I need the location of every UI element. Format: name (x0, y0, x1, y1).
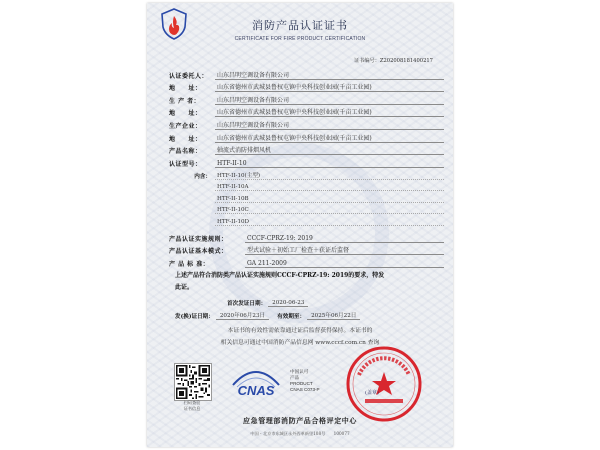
field-row-producer-address (169, 105, 444, 118)
cnas-logo-icon (227, 365, 285, 403)
field-label: 产 品 标 准： (169, 260, 210, 268)
certificate-number: 证书编号：Z202008181400217 (353, 58, 433, 64)
qr-code-icon[interactable] (174, 363, 212, 401)
field-value: 型式试验＋初始工厂检查＋获证后监督 (245, 245, 444, 255)
field-row-product-standard (169, 255, 444, 268)
seal-caption: (盖章) (365, 390, 379, 396)
valid-date: 2025年06月22日 (307, 311, 360, 320)
field-label: 生产企业： (169, 122, 202, 130)
field-row-certification-mode (169, 243, 444, 256)
statement-line-1: 上述产品符合消防类产品认证实施规则CCCF-CPRZ-19: 2019的要求，特发 (175, 272, 385, 279)
field-label: 产品认证基本模式： (169, 248, 228, 256)
field-label: 认证型号： (169, 160, 202, 168)
model-value: HTF-II-10(主型) (215, 171, 444, 180)
model-row (169, 168, 444, 180)
first-issue-date: 2020-06-23 (268, 300, 308, 307)
issuer-address: 中国・北京市东城区永外西革新里108号 100077 (250, 431, 350, 436)
field-value: 山东省德州市武城县鲁权屯镇中央科技创业园(千亩工业园) (215, 82, 444, 92)
models-label: 内含： (194, 173, 211, 180)
qr-code-label: 扫码查验 证书信息 (183, 400, 201, 411)
model-row (169, 203, 444, 215)
field-label: 认证委托人： (169, 72, 209, 80)
issue-date-row (175, 311, 360, 320)
model-row (169, 214, 444, 226)
issue-label: 发(换)证日期： (175, 314, 214, 320)
statement-line-2: 此证。 (175, 284, 194, 291)
valid-label: 有效期至： (277, 314, 306, 320)
notice-line-2: 相关信息可通过中国消防产品信息网 www.cccf.com.cn 查询 (220, 340, 380, 346)
field-value: CCCF-CPRZ-19: 2019 (245, 235, 444, 243)
field-value: 山东昌明空调设备有限公司 (215, 95, 444, 105)
field-value: 山东省德州市武城县鲁权屯镇中央科技创业园(千亩工业园) (215, 133, 444, 143)
certification-rules (169, 230, 444, 268)
field-label: 地 址： (169, 110, 202, 118)
certificate-title: 消防产品认证证书 (252, 19, 348, 32)
field-value: 山东昌明空调设备有限公司 (215, 120, 444, 130)
field-label: 生 产 者： (169, 97, 201, 105)
field-row-applicant-address (169, 80, 444, 93)
field-label: 地 址： (169, 135, 202, 143)
model-value: HTF-II-10C (215, 207, 444, 214)
field-row-producer (169, 92, 444, 105)
field-value: 山东昌明空调设备有限公司 (215, 70, 444, 80)
model-value: HTF-II-10D (215, 219, 444, 226)
field-value: GA 211-2009 (245, 260, 444, 268)
field-value: 山东省德州市武城县鲁权屯镇中央科技创业园(千亩工业园) (215, 107, 444, 117)
model-value: HTF-II-10A (215, 184, 444, 191)
field-label: 产品名称： (169, 148, 202, 156)
certificate-paper (147, 3, 453, 447)
issuing-authority: 应急管理部消防产品合格评定中心 (243, 416, 357, 425)
issue-date: 2020年06月23日 (216, 311, 269, 320)
certificate-fields (169, 67, 444, 168)
certificate-subtitle: CERTIFICATE FOR FIRE PRODUCT CERTIFICATION (234, 36, 366, 42)
included-models (169, 168, 444, 226)
official-red-seal-icon (345, 345, 423, 423)
first-issue-date-row (227, 299, 308, 307)
field-label: 产品认证实施规则： (169, 235, 228, 243)
field-value: 轴流式消防排烟风机 (215, 145, 444, 155)
model-value: HTF-II-10B (215, 196, 444, 203)
field-label: 地 址： (169, 85, 202, 93)
field-value: HTF-II-10 (215, 160, 444, 168)
field-row-applicant (169, 67, 444, 80)
notice-line-1: 本证书的有效性需依靠通过证后监督获得保持。本证书的 (227, 328, 373, 334)
field-row-product-name (169, 143, 444, 156)
field-row-manufacturer-address (169, 130, 444, 143)
field-row-model (169, 155, 444, 168)
field-row-manufacturer (169, 117, 444, 130)
model-row (169, 180, 444, 192)
first-issue-label: 首次发证日期： (227, 301, 267, 307)
model-row (169, 191, 444, 203)
cnas-logo-text: CNAS (237, 383, 275, 398)
compliance-statement (175, 270, 425, 294)
cnas-accreditation-info: 中国认可 产品 PRODUCT CNAS C073-P (290, 369, 320, 392)
field-row-implementation-rule (169, 230, 444, 243)
